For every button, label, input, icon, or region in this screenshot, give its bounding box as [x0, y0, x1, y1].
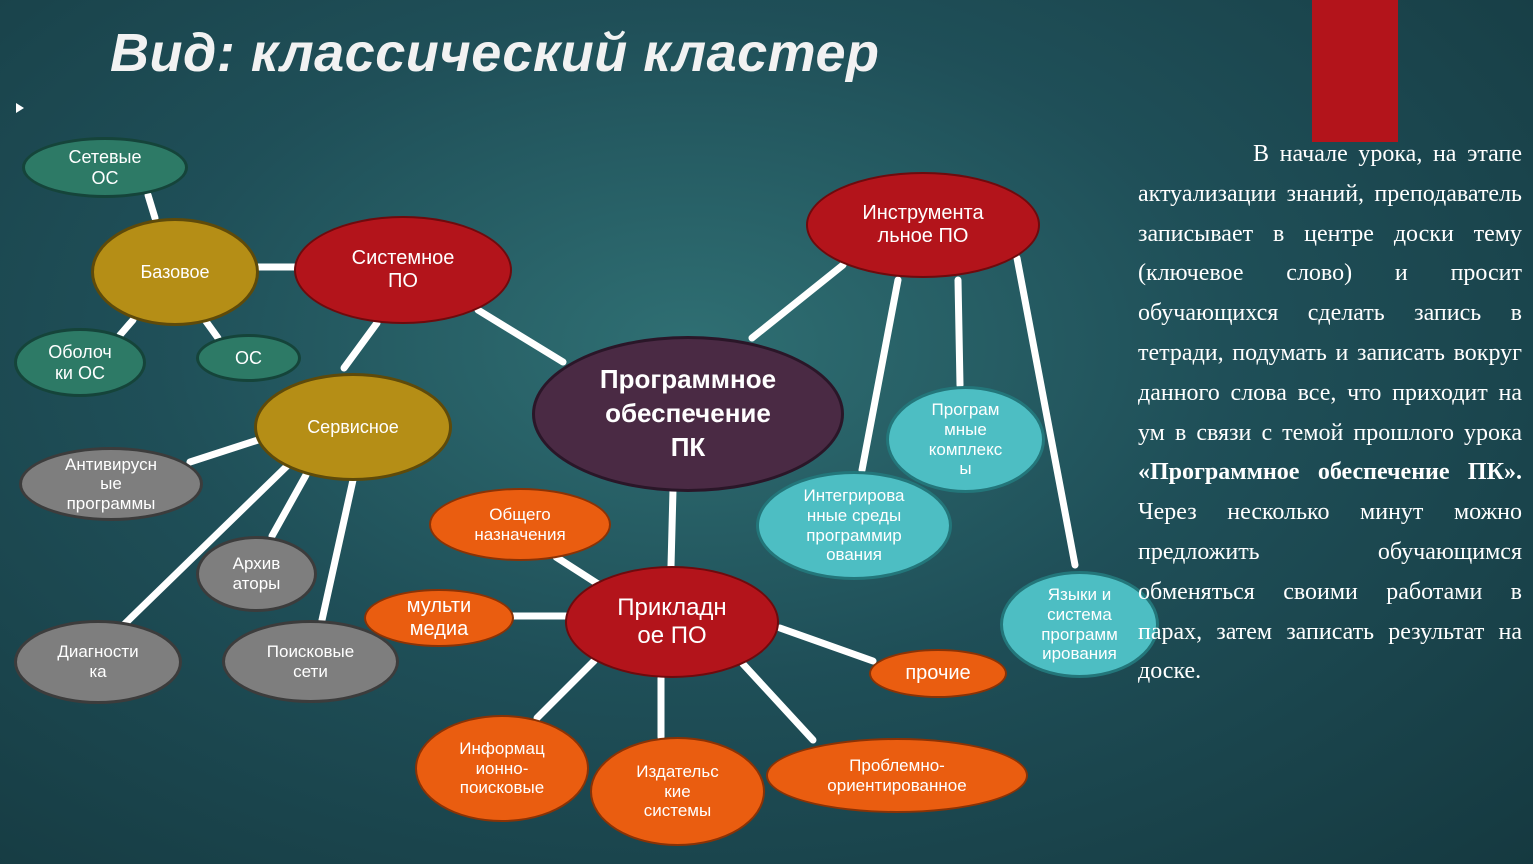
- description-bold-topic: «Программное обеспечение ПК».: [1138, 459, 1522, 486]
- line-service-antivirus: [190, 440, 258, 462]
- node-multimedia: мульти медиа: [364, 589, 514, 647]
- line-service-search: [322, 480, 353, 620]
- line-base-os: [205, 320, 218, 338]
- line-base-network-os: [148, 195, 155, 218]
- node-system-software: Системное ПО: [294, 216, 512, 324]
- node-languages: Языки и система программ ирования: [1000, 571, 1159, 678]
- node-publishing: Издательс кие системы: [590, 737, 765, 846]
- node-ide: Интегрирова нные среды программир ования: [756, 471, 952, 580]
- node-base: Базовое: [91, 218, 259, 326]
- node-network-os: Сетевые ОС: [22, 137, 188, 198]
- node-antivirus: Антивирусн ые программы: [19, 447, 203, 521]
- line-general-applied: [556, 557, 598, 584]
- line-center-instrumental: [752, 265, 843, 338]
- node-problem-oriented: Проблемно- ориентированное: [766, 738, 1028, 813]
- line-center-applied: [671, 490, 673, 566]
- line-instrumental-complexes: [958, 280, 960, 385]
- line-applied-info-search: [537, 661, 594, 718]
- node-service: Сервисное: [254, 373, 452, 481]
- node-program-complexes: Програм мные комплекс ы: [886, 386, 1045, 493]
- slide-title: Вид: классический кластер: [110, 23, 880, 83]
- line-system-center: [478, 310, 563, 362]
- node-archivers: Архив аторы: [196, 536, 317, 612]
- node-os: ОС: [196, 334, 301, 382]
- node-applied-software: Прикладн ое ПО: [565, 566, 779, 678]
- node-shell-os: Оболоч ки ОС: [14, 328, 146, 397]
- node-instrumental-software: Инструмента льное ПО: [806, 172, 1040, 278]
- line-base-shell-os: [120, 320, 133, 335]
- node-info-search: Информац ионно- поисковые: [415, 715, 589, 822]
- node-search-nets: Поисковые сети: [222, 620, 399, 703]
- description-part2: Через несколько минут можно предложить обучающимся обменяться своими работами в парах, затем записать результат на доске.: [1138, 499, 1522, 685]
- line-applied-other: [780, 628, 873, 661]
- description-text: [1138, 135, 1522, 692]
- node-general-purpose: Общего назначения: [429, 488, 611, 561]
- line-applied-problem: [743, 664, 813, 740]
- line-system-service: [344, 323, 377, 368]
- node-other: прочие: [869, 649, 1007, 698]
- line-service-archivers: [272, 475, 306, 536]
- description-part1: В начале урока, на этапе актуализации знаний, преподаватель записывает в центре доски тему (ключевое слово) и просит обучающихся сделать запись в тетради, подумать и записать вокруг данного слова все, что приходит на ум в связи с темой прошлого урока: [1138, 141, 1522, 446]
- node-diagnostics: Диагности ка: [14, 620, 182, 704]
- node-software-pc: Программное обеспечение ПК: [532, 336, 844, 492]
